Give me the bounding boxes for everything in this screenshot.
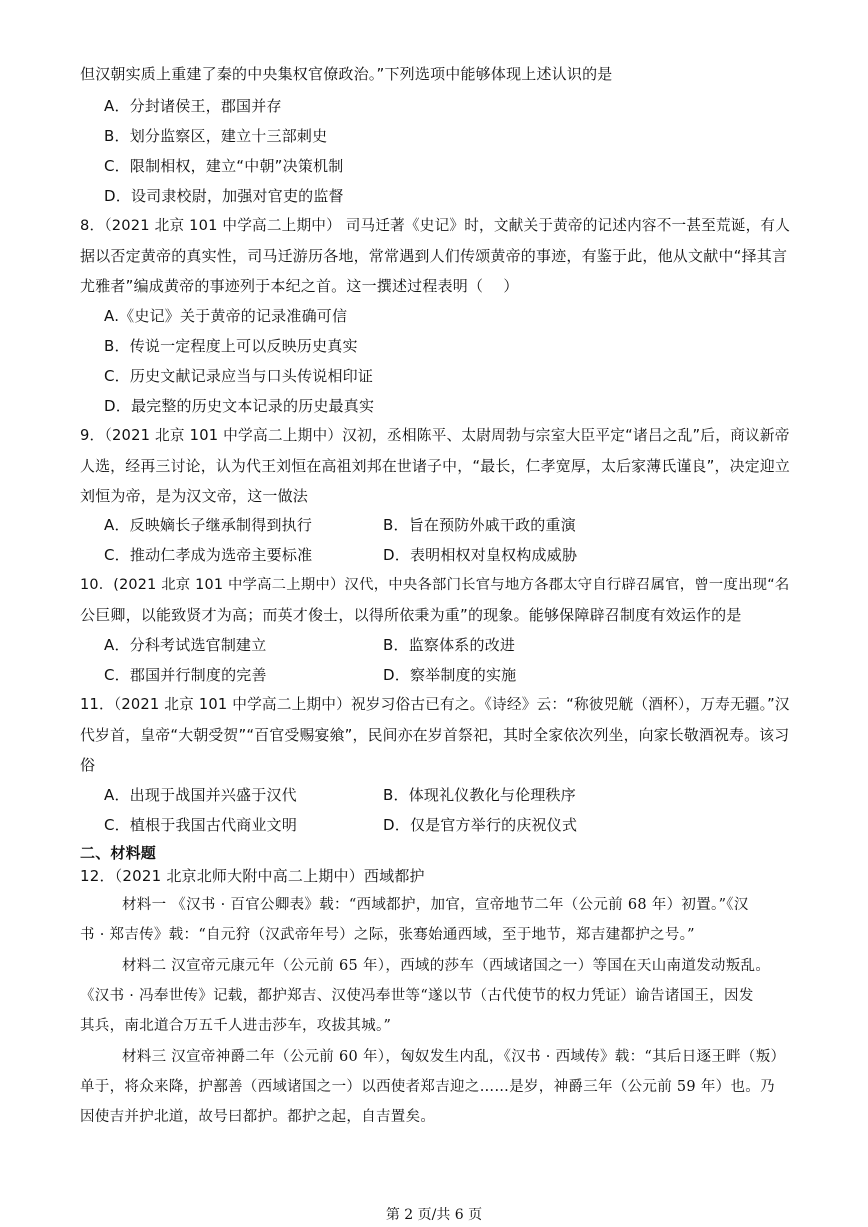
question-9-stem-line-2: 人选，经再三讨论，认为代王刘恒在高祖刘邦在世诸子中，“最长，仁孝宽厚，太后家薄氏谨良”，决定迎立 [80,457,790,475]
question-10-stem-line-1: 10．(2021 北京 101 中学高二上期中）汉代，中央各部门长官与地方各郡太守自行辟召属官，曾一度出现“名 [80,577,790,593]
question-10-option-d: D．察举制度的实施 [383,666,517,684]
question-11-option-d: D．仅是官方举行的庆祝仪式 [383,816,578,834]
material-3-line-2: 单于，将众来降，护鄯善（西域诸国之一）以西使者郑吉迎之……是岁，神爵三年（公元前 59 年）也。乃 [80,1079,775,1095]
question-9-option-c: C．推动仁孝成为选帝主要标准 [104,546,313,564]
question-8-option-b: B．传说一定程度上可以反映历史真实 [104,337,358,355]
question-8-stem-line-3: 尤雅者”编成黄帝的事迹列于本纪之首。这一撰述过程表明（ ） [80,277,519,295]
question-7-stem-end: 但汉朝实质上重建了秦的中央集权官僚政治。”下列选项中能够体现上述认识的是 [80,65,613,83]
question-10-option-c: C．郡国并行制度的完善 [104,666,267,684]
question-8-option-c: C．历史文献记录应当与口头传说相印证 [104,367,374,385]
question-7-option-c: C．限制相权，建立“中朝”决策机制 [104,157,344,175]
question-10-option-b: B．监察体系的改进 [383,636,516,654]
question-7-option-d: D．设司隶校尉，加强对官吏的监督 [104,187,344,205]
question-11-option-c: C．植根于我国古代商业文明 [104,816,298,834]
page-number-footer: 第 2 页/共 6 页 [385,1207,483,1223]
question-11-stem-line-2: 代岁首，皇帝“大朝受贺”“百官受赐宴飨”，民间亦在岁首祭祀，其时全家依次列坐，向家长敬酒祝寿。该习 [80,726,790,744]
material-2-line-3: 其兵，南北道合万五千人进击莎车，攻拔其城。” [80,1018,392,1034]
material-1-line-2: 书 · 郑吉传》载：“自元狩（汉武帝年号）之际，张骞始通西域，至于地节，郑吉建都护之号。” [80,927,695,943]
question-12-title: 12．（2021 北京北师大附中高二上期中）西域都护 [80,867,425,885]
question-9-option-d: D．表明相权对皇权构成威胁 [383,546,578,564]
question-11-stem-line-1: 11．（2021 北京 101 中学高二上期中）祝岁习俗古已有之。《诗经》云：“称彼兕觥（酒杯），万寿无疆。”汉 [80,696,790,713]
question-8-stem-line-2: 据以否定黄帝的真实性，司马迁游历各地，常常遇到人们传颂黄帝的事迹，有鉴于此，他从文献中“择其言 [80,247,788,265]
material-1-line-1: 材料一 《汉书 · 百官公卿表》载：“西域都护，加官，宣帝地节二年（公元前 68 年）初置。”《汉 [122,897,749,913]
question-11-option-a: A．出现于战国并兴盛于汉代 [104,786,297,804]
question-10-stem-line-2: 公巨卿，以能致贤才为高；而英才俊士，以得所依秉为重”的现象。能够保障辟召制度有效运作的是 [80,606,742,624]
question-7-option-a: A．分封诸侯王，郡国并存 [104,97,282,115]
question-8-option-a: A.《史记》关于黄帝的记录准确可信 [104,307,348,325]
question-9-option-a: A．反映嫡长子继承制得到执行 [104,516,313,534]
material-3-line-1: 材料三 汉宣帝神爵二年（公元前 60 年），匈奴发生内乱，《汉书 · 西域传》载：“其后日逐王畔（叛） [122,1049,786,1065]
material-2-line-2: 《汉书 · 冯奉世传》记载，都护郑吉、汉使冯奉世等“遂以节（古代使节的权力凭证）谕告诸国王，因发 [80,988,754,1004]
question-10-option-a: A．分科考试选官制建立 [104,636,267,654]
question-11-option-b: B．体现礼仪教化与伦理秩序 [383,786,576,804]
question-11-stem-line-3: 俗 [80,756,96,774]
material-2-line-1: 材料二 汉宣帝元康元年（公元前 65 年），西域的莎车（西域诸国之一）等国在天山南道发动叛乱。 [122,958,771,974]
question-8-stem-line-1: 8．（2021 北京 101 中学高二上期中） 司马迁著《史记》时，文献关于黄帝的记述内容不一甚至荒诞，有人 [80,217,791,234]
question-9-option-b: B．旨在预防外戚干政的重演 [383,516,576,534]
section-heading: 二、材料题 [80,844,157,862]
question-9-stem-line-1: 9．（2021 北京 101 中学高二上期中）汉初，丞相陈平、太尉周勃与宗室大臣平定“诸吕之乱”后，商议新帝 [80,427,790,444]
material-3-line-3: 因使吉并护北道，故号曰都护。都护之起，自吉置矣。 [80,1109,436,1125]
question-7-option-b: B．划分监察区，建立十三部刺史 [104,127,328,145]
question-8-option-d: D．最完整的历史文本记录的历史最真实 [104,397,375,415]
question-9-stem-line-3: 刘恒为帝，是为汉文帝，这一做法 [80,487,309,505]
